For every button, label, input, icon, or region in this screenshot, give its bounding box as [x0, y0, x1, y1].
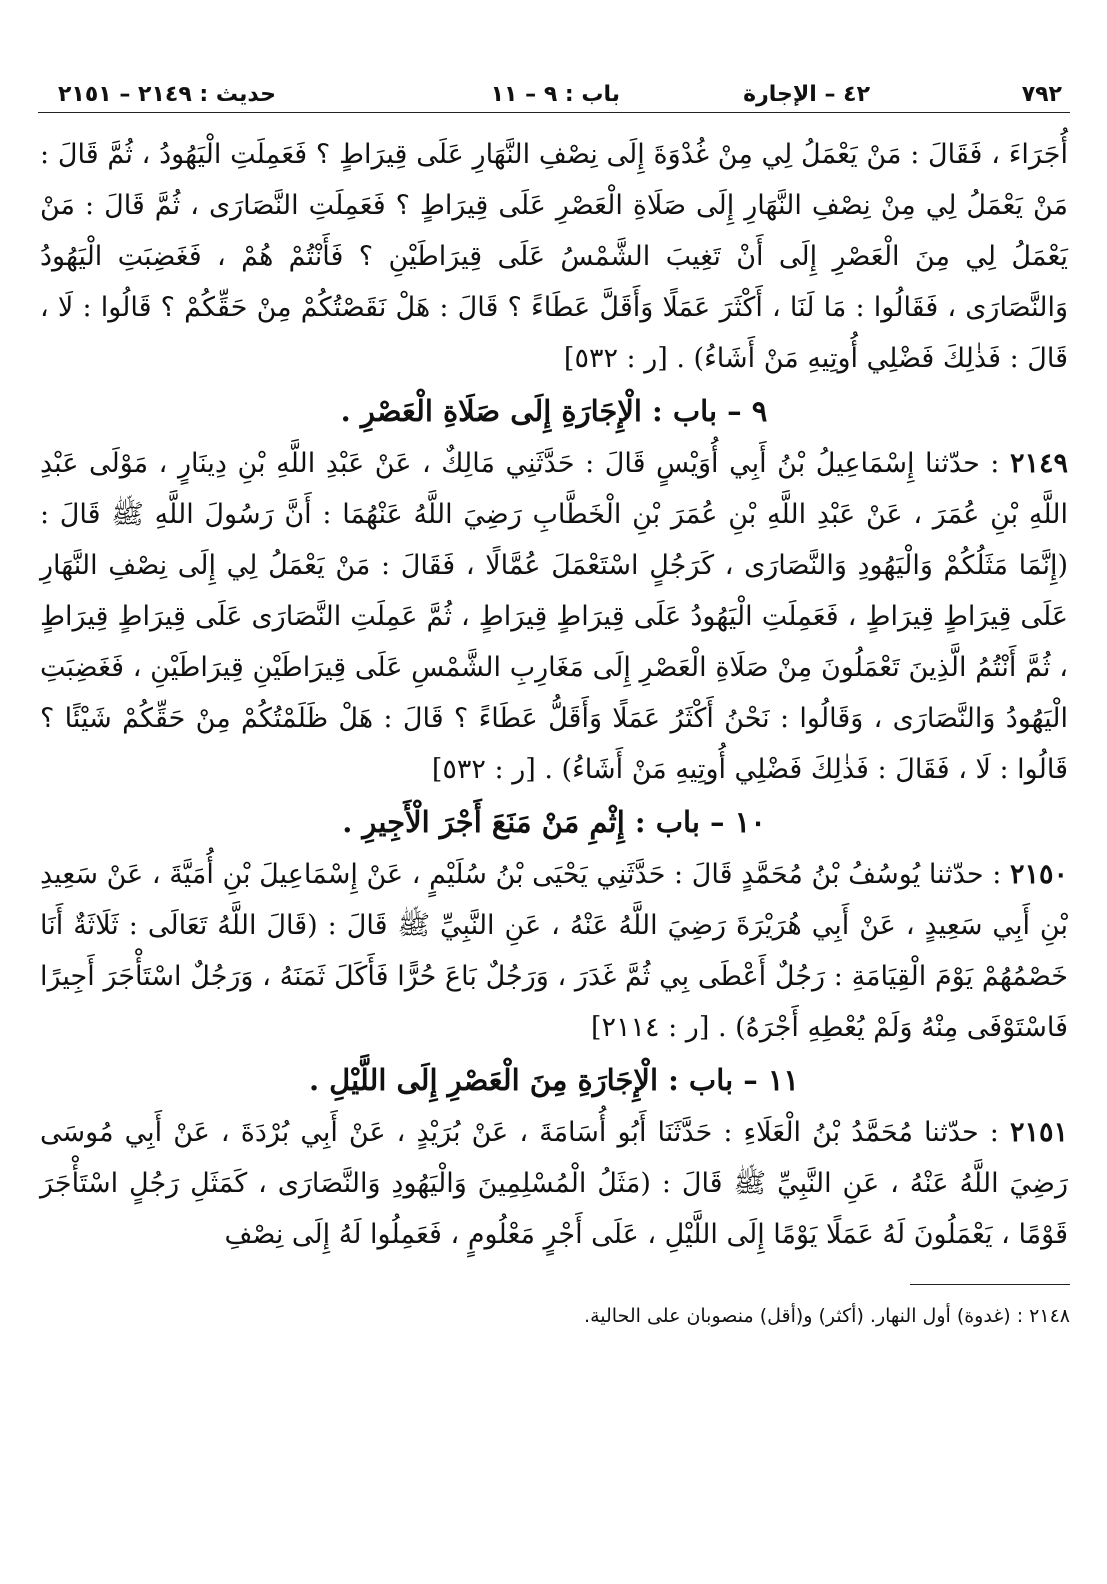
cross-reference: [ر : ٥٣٢]	[431, 754, 536, 785]
chapter-heading: ٩ – باب : الْإِجَارَةِ إِلَى صَلَاةِ الْعَصْرِ .	[340, 394, 768, 428]
cross-reference: [ر : ٢١١٤]	[590, 1012, 710, 1043]
chapter-heading: ١٠ – باب : إِثْمِ مَنْ مَنَعَ أَجْرَ الْأَجِيرِ .	[342, 805, 766, 839]
continuation-text: أُجَرَاءَ ، فَقَالَ : مَنْ يَعْمَلُ لِي مِنْ غُدْوَةَ إِلَى نِصْفِ النَّهَارِ عَلَى قِيرَاطٍ ؟ فَعَمِلَتِ الْيَهُودُ ، ثُمَّ قَالَ : مَنْ يَعْمَلُ لِي مِنْ نِصْفِ النَّهَارِ إِلَى صَلَاةِ الْعَصْرِ عَلَى قِيرَاطٍ ؟ فَعَمِلَتِ النَّصَارَى ، ثُمَّ قَالَ : مَنْ يَعْمَلُ لِي مِنَ الْعَصْرِ إِلَى أَنْ تَغِيبَ الشَّمْسُ عَلَى قِيرَاطَيْنِ ؟ فَأَنْتُمْ هُمْ ، فَغَضِبَتِ الْيَهُودُ وَالنَّصَارَى ، فَقَالُوا : مَا لَنَا ، أَكْثَرَ عَمَلًا وَأَقَلَّ عَطَاءً ؟ قَالَ : هَلْ نَقَصْتُكُمْ مِنْ حَقِّكُمْ ؟ قَالُوا : لَا ، قَالَ : فَذٰلِكَ فَضْلِي أُوتِيهِ مَنْ أَشَاءُ) .	[40, 139, 1068, 374]
page-number: ٧٩٢	[1021, 82, 1062, 107]
chapter-range: باب : ٩ – ١١	[490, 82, 620, 107]
hadith-range: حديث : ٢١٤٩ – ٢١٥١	[58, 82, 276, 107]
hadith-text: : حدّثنا مُحَمَّدُ بْنُ الْعَلَاءِ : حَدَّثَنَا أَبُو أُسَامَةَ ، عَنْ بُرَيْدٍ ، عَنْ أَبِي بُرْدَةَ ، عَنْ أَبِي مُوسَى رَضِيَ اللَّهُ عَنْهُ ، عَنِ النَّبِيِّ ﷺ قَالَ : (مَثَلُ الْمُسْلِمِينَ وَالْيَهُودِ وَالنَّصَارَى ، كَمَثَلِ رَجُلٍ اسْتَأْجَرَ قَوْمًا ، يَعْمَلُونَ لَهُ عَمَلًا يَوْمًا إِلَى اللَّيْلِ ، عَلَى أَجْرٍ مَعْلُومٍ ، فَعَمِلُوا لَهُ إِلَى نِصْفِ	[40, 1117, 1068, 1250]
hadith-paragraph	[38, 1107, 1070, 1260]
footnote: ٢١٤٨ : (غدوة) أول النهار. (أكثر) و(أقل) منصوبان على الحالية.	[584, 1305, 1070, 1327]
hadith-number: ٢١٤٩	[1009, 448, 1068, 479]
footnote-divider	[910, 1284, 1070, 1285]
hadith-paragraph	[38, 438, 1070, 795]
hadith-paragraph	[38, 849, 1070, 1053]
page-body	[38, 129, 1070, 1333]
hadith-text: : حدّثنا إِسْمَاعِيلُ بْنُ أَبِي أُوَيْسٍ قَالَ : حَدَّثَنِي مَالِكٌ ، عَنْ عَبْدِ اللَّهِ بْنِ دِينَارٍ ، مَوْلَى عَبْدِ اللَّهِ بْنِ عُمَرَ ، عَنْ عَبْدِ اللَّهِ بْنِ عُمَرَ بْنِ الْخَطَّابِ رَضِيَ اللَّهُ عَنْهُمَا : أَنَّ رَسُولَ اللَّهِ ﷺ قَالَ : (إِنَّمَا مَثَلُكُمْ وَالْيَهُودِ وَالنَّصَارَى ، كَرَجُلٍ اسْتَعْمَلَ عُمَّالًا ، فَقَالَ : مَنْ يَعْمَلُ لِي إِلَى نِصْفِ النَّهَارِ عَلَى قِيرَاطٍ قِيرَاطٍ ، فَعَمِلَتِ الْيَهُودُ عَلَى قِيرَاطٍ قِيرَاطٍ ، ثُمَّ عَمِلَتِ النَّصَارَى عَلَى قِيرَاطٍ قِيرَاطٍ ، ثُمَّ أَنْتُمُ الَّذِينَ تَعْمَلُونَ مِنْ صَلَاةِ الْعَصْرِ إِلَى مَغَارِبِ الشَّمْسِ عَلَى قِيرَاطَيْنِ قِيرَاطَيْنِ ، فَغَضِبَتِ الْيَهُودُ وَالنَّصَارَى ، وَقَالُوا : نَحْنُ أَكْثَرُ عَمَلًا وَأَقَلُّ عَطَاءً ؟ قَالَ : هَلْ ظَلَمْتُكُمْ مِنْ حَقِّكُمْ شَيْئًا ؟ قَالُوا : لَا ، فَقَالَ : فَذٰلِكَ فَضْلِي أُوتِيهِ مَنْ أَشَاءُ) .	[40, 448, 1068, 785]
chapter-heading: ١١ – باب : الْإِجَارَةِ مِنَ الْعَصْرِ إِلَى اللَّيْلِ .	[308, 1063, 799, 1097]
hadith-text: : حدّثنا يُوسُفُ بْنُ مُحَمَّدٍ قَالَ : حَدَّثَنِي يَحْيَى بْنُ سُلَيْمٍ ، عَنْ إِسْمَاعِيلَ بْنِ أُمَيَّةَ ، عَنْ سَعِيدِ بْنِ أَبِي سَعِيدٍ ، عَنْ أَبِي هُرَيْرَةَ رَضِيَ اللَّهُ عَنْهُ ، عَنِ النَّبِيِّ ﷺ قَالَ : (قَالَ اللَّهُ تَعَالَى : ثَلَاثَةٌ أَنَا خَصْمُهُمْ يَوْمَ الْقِيَامَةِ : رَجُلٌ أَعْطَى بِي ثُمَّ غَدَرَ ، وَرَجُلٌ بَاعَ حُرًّا فَأَكَلَ ثَمَنَهُ ، وَرَجُلٌ اسْتَأْجَرَ أَجِيرًا فَاسْتَوْفَى مِنْهُ وَلَمْ يُعْطِهِ أَجْرَهُ) .	[40, 859, 1068, 1043]
cross-reference: [ر : ٥٣٢]	[563, 343, 668, 374]
page	[38, 60, 1070, 1352]
continuation-paragraph	[38, 129, 1070, 384]
book-title: ٤٢ – الإجارة	[743, 82, 870, 107]
hadith-number: ٢١٥٠	[1009, 859, 1068, 890]
hadith-number: ٢١٥١	[1009, 1117, 1068, 1148]
running-header	[38, 60, 1070, 113]
